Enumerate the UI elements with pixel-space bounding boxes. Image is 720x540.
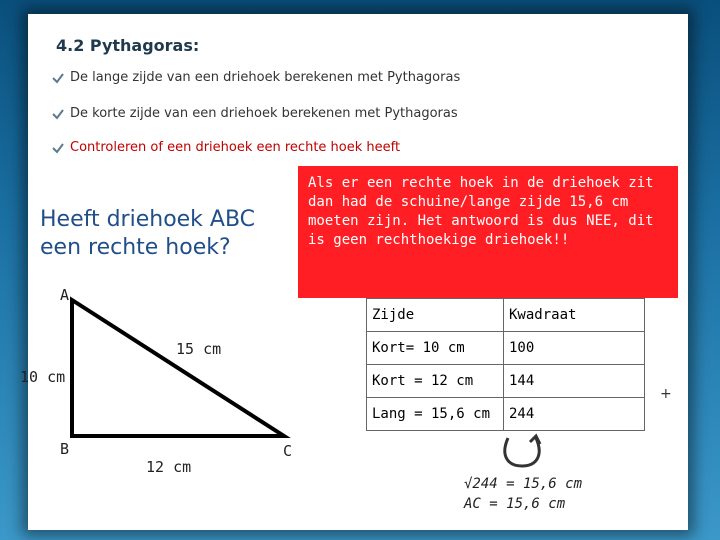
vertex-b-label: B [60, 440, 70, 458]
table-cell: Kort= 10 cm [367, 332, 504, 365]
side-ac-label: 15 cm [176, 340, 222, 358]
table-cell: Kort = 12 cm [367, 365, 504, 398]
table-cell: 144 [504, 365, 645, 398]
bullet-text: De korte zijde van een driehoek berekenen met Pythagoras [70, 106, 458, 121]
table-cell: 244 [504, 398, 645, 431]
table-row [367, 365, 645, 398]
sum-arrow-icon [496, 432, 548, 474]
plus-sign: + [660, 386, 672, 402]
question-line-2: een rechte hoek? [40, 235, 231, 260]
slide-content [20, 14, 688, 530]
calc-line-2: AC = 15,6 cm [464, 496, 566, 512]
table-cell: Lang = 15,6 cm [367, 398, 504, 431]
slide-title: 4.2 Pythagoras: [56, 36, 200, 55]
side-bc-label: 12 cm [146, 458, 192, 476]
table-header-cell: Kwadraat [504, 299, 645, 332]
triangle-abc [72, 300, 284, 436]
calc-line-1: √244 = 15,6 cm [464, 476, 583, 492]
bullet-text: Controleren of een driehoek een rechte hoek heeft [70, 140, 401, 155]
answer-text: Als er een rechte hoek in de driehoek zit dan had de schuine/lange zijde 15,6 cm moeten zijn. Het antwoord is dus NEE, dit is geen rechthoekige driehoek!! [308, 175, 654, 248]
table-row [367, 398, 645, 431]
triangle-diagram [28, 14, 688, 530]
table-header-cell: Zijde [367, 299, 504, 332]
bullet-text: De lange zijde van een driehoek berekenen met Pythagoras [70, 70, 461, 85]
vertex-a-label: A [60, 286, 70, 304]
table-cell: 100 [504, 332, 645, 365]
question-line-1: Heeft driehoek ABC [40, 207, 256, 232]
side-ab-label: 10 cm [20, 368, 66, 386]
table-row [367, 332, 645, 365]
table-header-row [367, 299, 645, 332]
vertex-c-label: C [283, 442, 293, 460]
calculation-text [464, 474, 582, 514]
squares-table [366, 298, 645, 431]
